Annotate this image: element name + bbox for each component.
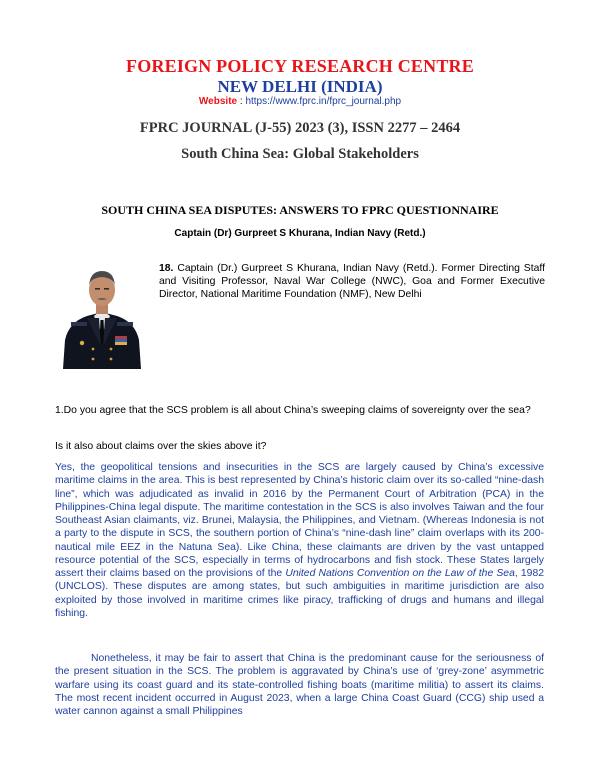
bio-number: 18.: [159, 263, 174, 274]
question-2: Is it also about claims over the skies above it?: [55, 441, 267, 452]
author-bio: [159, 262, 545, 302]
website-separator: :: [237, 96, 246, 107]
bio-text: Captain (Dr.) Gurpreet S Khurana, Indian Navy (Retd.). Former Directing Staff and Visiting Professor, Naval War College (NWC), Goa and Former Executive Director, National Maritime Foundation (NMF), New Delhi: [159, 263, 545, 301]
answer-text-b: , 1982 (UNCLOS). These disputes are among states, but such ambiguities in maritime jurisdiction are also exploited by those involved in maritime crimes like piracy, trafficking of drugs and humans and illegal fishing.: [55, 568, 545, 619]
answer-paragraph-1: [55, 461, 544, 620]
answer-paragraph-2: Nonetheless, it may be fair to assert that China is the predominant cause for the seriousness of the present situation in the SCS. The problem is aggravated by China’s use of ‘grey-zone’ asymmetric warfare using its coast guard and its state-controlled fishing boats (maritime militia) to assert its claims. The most recent incident occurred in August 2023, when a large China Coast Guard (CCG) ship used a water cannon against a small Philippines: [55, 653, 544, 717]
author-portrait: [57, 256, 147, 369]
org-city: NEW DELHI (INDIA): [217, 77, 383, 96]
website-label: Website: [198, 96, 238, 107]
journal-topic: South China Sea: Global Stakeholders: [181, 146, 419, 162]
answer-text-a: Yes, the geopolitical tensions and insecurities in the SCS are largely caused by China’s excessive maritime claims in the area. This is best represented by China’s historic claim over its so-called “nine-dash line”, which was adjudicated as invalid in 2016 by the Permanent Court of Arbitration (PCA) in the Philippines-China legal dispute. The maritime contestation in the SCS is also involves Taiwan and the four Southeast Asian claimants, viz. Brunei, Malaysia, the Philippines, and Vietnam. (Whereas Indonesia is not a party to the dispute in SCS, the southern portion of China’s “nine-dash line” claim overlaps with its 200-nautical mile EEZ in the Natuna Sea). Like China, these claimants are driven by the vast untapped resource potential of the SCS, especially in terms of hydrocarbons and fish stock. These States largely assert their claims based on the provisions of the: [55, 462, 544, 579]
answer-italic-unclos: United Nations Convention on the Law of the Sea: [285, 568, 515, 579]
article-title: SOUTH CHINA SEA DISPUTES: ANSWERS TO FPRC QUESTIONNAIRE: [101, 203, 499, 217]
org-name: FOREIGN POLICY RESEARCH CENTRE: [126, 56, 474, 76]
website-line: [0, 96, 600, 107]
journal-title: FPRC JOURNAL (J-55) 2023 (3), ISSN 2277 – 2464: [139, 120, 461, 136]
website-link[interactable]: https://www.fprc.in/fprc_journal.php: [245, 96, 402, 107]
author-byline: Captain (Dr) Gurpreet S Khurana, Indian Navy (Retd.): [174, 228, 426, 239]
question-1: 1.Do you agree that the SCS problem is all about China’s sweeping claims of sovereignty over the sea?: [55, 405, 531, 416]
